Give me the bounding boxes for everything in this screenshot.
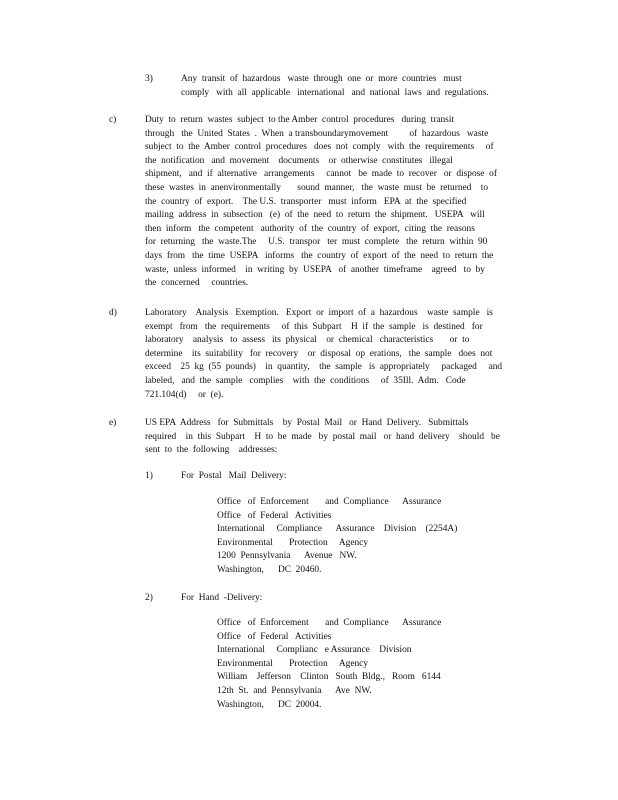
section-d-line: exceed 25 kg (55 pounds) in quantity, the sample is appropriately packaged and [145,362,503,373]
section-e-marker: e) [109,418,117,428]
section-c-line: then inform the competent authority of the country of export, citing the reasons [145,223,475,234]
postal-address-line: Office of Enforcement and Compliance Assurance [217,497,442,507]
section-e-line: US EPA Address for Submittals by Postal Mail or Hand Delivery. Submittals [145,418,469,428]
section-c-line: shipment, and if alternative arrangements cannot be made to recover or dispose of [145,169,497,180]
section-c-line: the country of export. The U.S. transporter must inform EPA at the specified [145,196,467,207]
section-c-line: subject to the Amber control procedures does not comply with the requirements of [145,142,494,153]
hand-marker: 2) [145,593,153,603]
postal-heading: For Postal Mail Delivery: [181,471,287,481]
section-c-line: Duty to return wastes subject to the Amber control procedures during transit [145,115,455,125]
section-c-line: mailing address in subsection (e) of the need to return the shipment. USEPA will [145,210,485,221]
postal-address-line: Environmental Protection Agency [217,537,369,548]
section-d-marker: d) [109,308,117,318]
section-d-line: laboratory analysis to assess its physical or chemical characteristics or to [145,335,470,346]
section-d-line: determine its suitability for recovery or disposal op erations, the sample does not [145,348,493,359]
section-c-line: through the United States . When a transboundarymovement of hazardous waste [145,128,489,139]
section-c-line: these wastes in anenvironmentally sound manner, the waste must be returned to [145,182,489,193]
hand-address-line: Environmental Protection Agency [217,658,369,669]
hand-address [217,617,441,712]
section-e-line: sent to the following addresses: [145,445,278,456]
section-c-line: for returning the waste.The U.S. transpor ter must complete the return within 90 [145,237,488,248]
hand-address-line: William Jefferson Clinton South Bldg., Room 6144 [217,672,441,683]
item-3-line: Any transit of hazardous waste through one or more countries must [181,74,462,84]
hand-address-line: Office of Enforcement and Compliance Assurance [217,618,442,628]
section-c-text [145,114,497,291]
section-d-text [145,307,502,402]
section-d-line: 721.104(d) or (e). [145,389,224,400]
section-c-line: waste, unless informed in writing by USEPA of another timeframe agreed to by [145,264,485,275]
section-d-line: labeled, and the sample complies with the conditions of 35Ill. Adm. Code [145,375,466,386]
hand-address-line: International Complianc e Assurance Division [217,645,412,656]
postal-address-line: Office of Federal Activities [217,510,332,521]
section-e-line: required in this Subpart H to be made by postal mail or hand delivery should be [145,431,500,442]
postal-address-line: 1200 Pennsylvania Avenue NW. [217,551,357,562]
section-c-line: the notification and movement documents or otherwise constitutes illegal [145,155,453,166]
item-3-marker: 3) [145,74,153,84]
postal-marker: 1) [145,471,153,481]
postal-address [217,496,457,578]
section-d-line: exempt from the requirements of this Subpart H if the sample is destined for [145,321,483,332]
section-c-line: days from the time USEPA informs the country of export of the need to return the [145,250,494,261]
hand-address-line: Office of Federal Activities [217,631,332,642]
hand-heading: For Hand -Delivery: [181,593,263,603]
postal-address-line: Washington, DC 20460. [217,564,322,575]
item-3-text [181,73,489,100]
section-c-line: the concerned countries. [145,278,249,289]
item-3-line: comply with all applicable international and national laws and regulations. [181,87,489,98]
section-d-line: Laboratory Analysis Exemption. Export or import of a hazardous waste sample is [145,308,493,318]
section-e-text [145,417,500,458]
section-c-marker: c) [109,115,117,125]
hand-address-line: Washington, DC 20004. [217,699,322,710]
postal-address-line: International Compliance Assurance Division (2254A) [217,524,458,535]
hand-address-line: 12th St. and Pennsylvania Ave NW. [217,685,372,696]
